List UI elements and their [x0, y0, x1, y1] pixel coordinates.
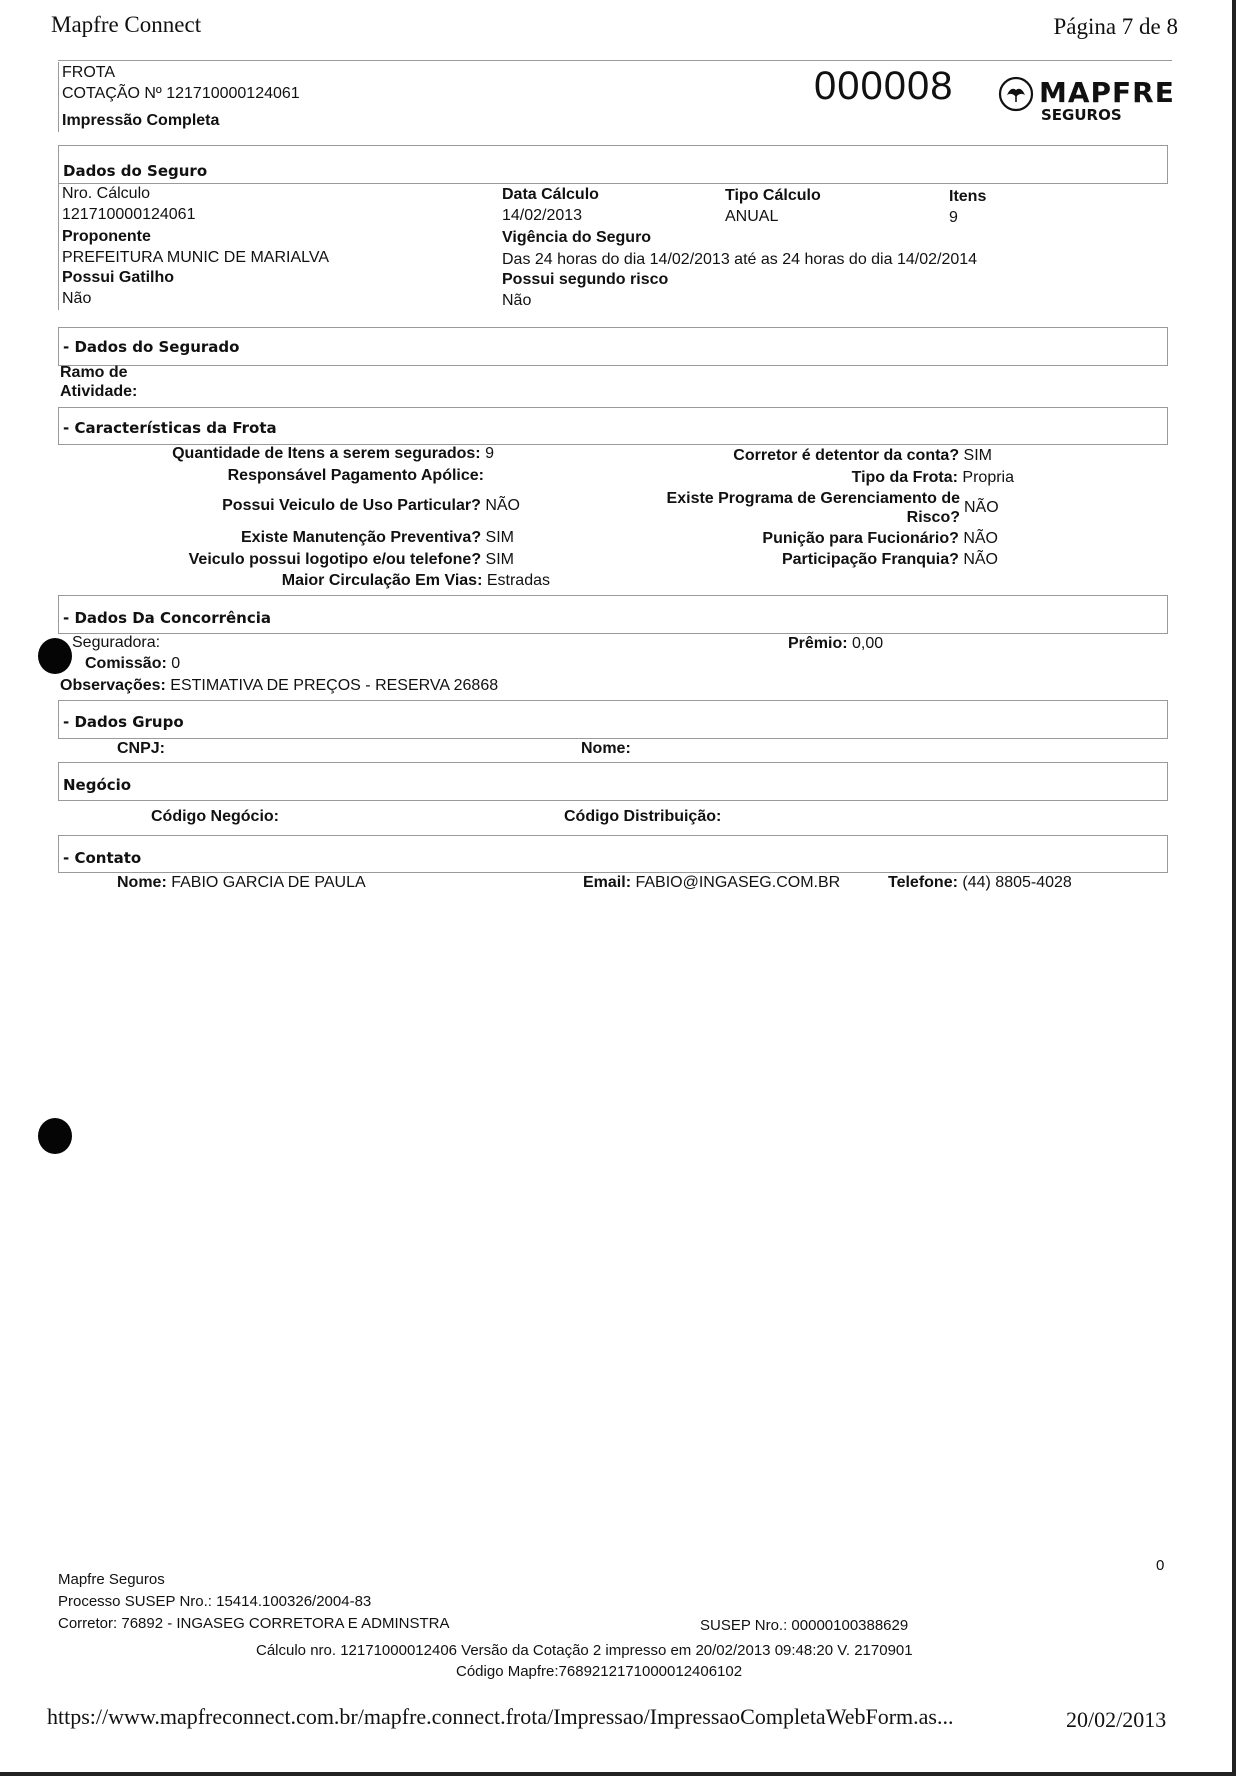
codigo-negocio-label: Código Negócio:	[151, 808, 279, 825]
product-label: FROTA	[62, 64, 116, 81]
logo-sub: SEGUROS	[1041, 106, 1122, 124]
section-title-concorrencia: - Dados Da Concorrência	[63, 609, 272, 627]
observacoes-label: Observações:	[60, 677, 166, 694]
section-border	[58, 145, 1168, 146]
qtd-itens-label: Quantidade de Itens a serem segurados:	[172, 445, 481, 462]
franquia-value: NÃO	[963, 551, 998, 568]
section-border	[58, 595, 1168, 596]
section-border	[58, 835, 59, 873]
logotipo-label: Veiculo possui logotipo e/ou telefone?	[188, 551, 482, 568]
top-border	[58, 60, 1172, 61]
section-border	[1167, 145, 1168, 184]
section-border	[1167, 407, 1168, 445]
contato-telefone-field	[888, 874, 1072, 892]
corretor-label: Corretor é detentor da conta?	[733, 447, 960, 464]
gerenciamento-label	[667, 489, 960, 527]
contato-telefone-value: (44) 8805-4028	[962, 874, 1072, 891]
vigencia-value: Das 24 horas do dia 14/02/2013 até as 24 horas do dia 14/02/2014	[502, 251, 978, 268]
section-border	[1167, 835, 1168, 873]
manutencao-label: Existe Manutenção Preventiva?	[241, 529, 482, 546]
ramo-label-2: Atividade:	[60, 383, 138, 400]
nro-calculo-value: 121710000124061	[62, 206, 196, 223]
grupo-nome-label: Nome:	[581, 740, 631, 757]
nro-calculo-label: Nro. Cálculo	[62, 185, 151, 202]
manutencao-value: SIM	[485, 529, 514, 546]
contato-nome-value: FABIO GARCIA DE PAULA	[171, 874, 366, 891]
gerenciamento-label-line1: Existe Programa de Gerenciamento de	[666, 490, 960, 507]
mapfre-logo-icon	[998, 76, 1034, 112]
section-title-negocio: Negócio	[63, 776, 132, 794]
tipo-calculo-label: Tipo Cálculo	[725, 187, 821, 204]
segundo-risco-label: Possui segundo risco	[502, 271, 669, 288]
uso-particular-label: Possui Veiculo de Uso Particular?	[222, 497, 481, 514]
footer-company: Mapfre Seguros	[58, 1571, 165, 1588]
ramo-label-1: Ramo de	[60, 364, 128, 381]
tipo-frota-field	[852, 469, 1014, 487]
print-date: 20/02/2013	[1066, 1707, 1167, 1732]
tipo-calculo-value: ANUAL	[725, 208, 779, 225]
cnpj-label: CNPJ:	[117, 740, 166, 757]
punicao-label: Punição para Fucionário?	[762, 530, 959, 547]
page-number: Página 7 de 8	[1053, 14, 1178, 39]
premio-value: 0,00	[852, 635, 884, 652]
itens-value: 9	[949, 209, 958, 226]
logotipo-value: SIM	[485, 551, 514, 568]
section-border	[58, 762, 59, 801]
section-title-dados-seguro: Dados do Seguro	[63, 162, 208, 180]
section-border	[58, 762, 1168, 763]
premio-label: Prêmio:	[788, 635, 848, 652]
comissao-label: Comissão:	[85, 655, 167, 672]
stamp-number: 000008	[814, 64, 954, 108]
section-border	[58, 145, 59, 310]
comissao-field	[85, 655, 180, 673]
section-border	[58, 407, 1168, 408]
resp-pagamento-label: Responsável Pagamento Apólice:	[227, 467, 484, 484]
section-border	[58, 327, 1168, 328]
section-border	[58, 700, 59, 739]
section-border	[58, 595, 59, 634]
circulacao-field	[282, 572, 550, 590]
punch-hole	[38, 1118, 72, 1154]
section-border	[58, 633, 1168, 634]
page-edge	[0, 1772, 1236, 1776]
contato-email-value: FABIO@INGASEG.COM.BR	[635, 874, 841, 891]
section-border	[58, 835, 1168, 836]
codigo-distribuicao-label: Código Distribuição:	[564, 808, 722, 825]
corretor-value: SIM	[963, 447, 992, 464]
section-title-dados-segurado: - Dados do Segurado	[63, 338, 240, 356]
punicao-value: NÃO	[963, 530, 998, 547]
page-edge	[1232, 0, 1236, 1776]
vigencia-label: Vigência do Seguro	[502, 229, 652, 246]
footer-zero: 0	[1156, 1557, 1165, 1574]
logo-main: MAPFRE	[1039, 76, 1175, 109]
section-border	[58, 700, 1168, 701]
data-calculo-label: Data Cálculo	[502, 186, 599, 203]
manutencao-field	[241, 529, 514, 547]
uso-particular-value: NÃO	[485, 497, 520, 514]
print-url: https://www.mapfreconnect.com.br/mapfre.connect.frota/Impressao/ImpressaoCompletaWebForm.as...	[47, 1704, 954, 1729]
quote-number: COTAÇÃO Nº 121710000124061	[62, 85, 300, 102]
contato-nome-field	[117, 874, 366, 892]
section-border	[58, 183, 1168, 184]
contato-email-label: Email:	[583, 874, 632, 891]
section-border	[58, 800, 1168, 801]
section-border	[58, 407, 59, 445]
tipo-frota-value: Propria	[962, 469, 1014, 486]
circulacao-value: Estradas	[486, 572, 550, 589]
section-border	[1167, 700, 1168, 739]
segundo-risco-value: Não	[502, 292, 532, 309]
proponente-value: PREFEITURA MUNIC DE MARIALVA	[62, 249, 329, 266]
circulacao-label: Maior Circulação Em Vias:	[281, 572, 483, 589]
gerenciamento-value: NÃO	[964, 499, 999, 516]
corretor-field	[733, 447, 992, 465]
itens-label: Itens	[949, 188, 987, 205]
comissao-value: 0	[171, 655, 181, 672]
tipo-frota-label: Tipo da Frota:	[851, 469, 958, 486]
section-border	[58, 365, 1168, 366]
section-border	[1167, 762, 1168, 801]
section-border	[1167, 327, 1168, 366]
franquia-field	[782, 551, 998, 569]
section-title-contato: - Contato	[63, 849, 142, 867]
data-calculo-value: 14/02/2013	[502, 207, 583, 224]
footer-susep: SUSEP Nro.: 00000100388629	[700, 1617, 909, 1634]
footer-processo: Processo SUSEP Nro.: 15414.100326/2004-83	[58, 1593, 372, 1610]
browser-title: Mapfre Connect	[51, 12, 202, 37]
punch-hole	[38, 638, 72, 674]
gatilho-label: Possui Gatilho	[62, 269, 175, 286]
qtd-itens-value: 9	[485, 445, 494, 462]
contato-telefone-label: Telefone:	[888, 874, 958, 891]
section-title-grupo: - Dados Grupo	[63, 713, 184, 731]
section-title-caracteristicas: - Características da Frota	[63, 419, 277, 437]
footer-codigo: Código Mapfre:7689212171000012406102	[456, 1663, 743, 1680]
seguradora-label: Seguradora:	[72, 634, 161, 651]
footer-corretor: Corretor: 76892 - INGASEG CORRETORA E ADMINSTRA	[58, 1615, 450, 1632]
punicao-field	[762, 530, 998, 548]
contato-nome-label: Nome:	[117, 874, 167, 891]
section-border	[58, 327, 59, 366]
section-border	[1167, 595, 1168, 634]
top-left-border	[58, 62, 59, 132]
franquia-label: Participação Franquia?	[781, 551, 959, 568]
proponente-label: Proponente	[62, 228, 151, 245]
print-type: Impressão Completa	[62, 112, 220, 129]
qtd-itens-field	[172, 445, 494, 463]
observacoes-value: ESTIMATIVA DE PREÇOS - RESERVA 26868	[170, 677, 499, 694]
logotipo-field	[189, 551, 514, 569]
uso-particular-field	[222, 497, 520, 515]
observacoes-field	[60, 677, 498, 695]
contato-email-field	[583, 874, 840, 892]
section-border	[58, 872, 1168, 873]
gerenciamento-label-line2: Risco?	[906, 509, 960, 526]
section-border	[58, 738, 1168, 739]
premio-field	[788, 635, 883, 653]
footer-calculo: Cálculo nro. 12171000012406 Versão da Cotação 2 impresso em 20/02/2013 09:48:20 V. 2170901	[256, 1642, 913, 1659]
gatilho-value: Não	[62, 290, 92, 307]
